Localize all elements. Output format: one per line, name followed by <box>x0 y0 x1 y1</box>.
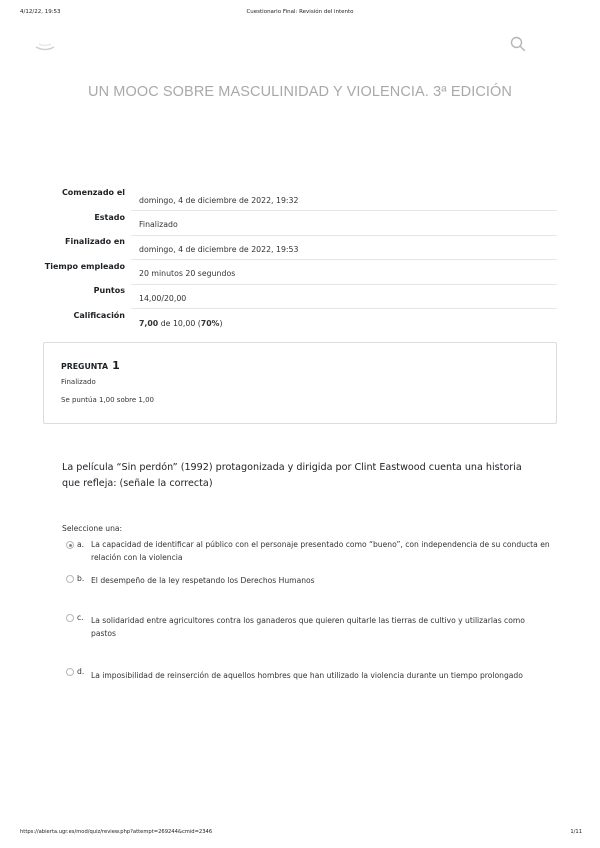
grade-out-of: de 10,00 ( <box>158 318 201 328</box>
summary-label: Comenzado el <box>61 188 125 197</box>
summary-row-time-taken <box>43 260 557 285</box>
grade-close: ) <box>219 318 223 328</box>
summary-row-state <box>43 211 557 236</box>
summary-value: 14,00/20,00 <box>131 284 557 309</box>
radio-icon[interactable] <box>66 614 74 622</box>
summary-value: domingo, 4 de diciembre de 2022, 19:53 <box>131 235 557 260</box>
question-number: 1 <box>112 359 120 372</box>
site-logo[interactable] <box>33 38 57 54</box>
summary-row-started <box>43 186 557 211</box>
summary-label: Calificación <box>73 310 125 320</box>
question-grade: Se puntúa 1,00 sobre 1,00 <box>61 396 155 404</box>
option-letter: a. <box>77 540 85 549</box>
print-page-number: 1/11 <box>570 829 582 835</box>
summary-value: domingo, 4 de diciembre de 2022, 19:32 <box>139 195 299 205</box>
summary-label: Estado <box>94 212 125 222</box>
option-letter: b. <box>77 574 85 583</box>
option-text <box>91 614 551 640</box>
attempt-summary-table <box>43 186 557 333</box>
option-text <box>91 538 551 564</box>
option-text-line: relación con la violencia <box>91 553 183 562</box>
question-label: PREGUNTA <box>61 362 109 371</box>
question-info-box <box>43 342 557 424</box>
print-url: https://abierta.ugr.es/mod/quiz/review.php?attempt=269244&cmid=2346 <box>20 829 213 835</box>
summary-label: Finalizado en <box>65 237 125 246</box>
summary-label: Puntos <box>93 286 125 295</box>
option-letter: d. <box>77 667 85 676</box>
print-page-title: Cuestionario Final: Revisión del intento <box>246 9 354 15</box>
question-state: Finalizado <box>61 378 96 386</box>
summary-value: 20 minutos 20 segundos <box>131 260 557 285</box>
summary-value: Finalizado <box>131 211 557 236</box>
option-text-line: pastos <box>91 629 117 638</box>
option-text-line: La solidaridad entre agricultores contra los ganaderos que quieren quitarle las tierras de cultivo y utilizarlas como <box>91 616 525 625</box>
summary-row-grade <box>43 309 557 334</box>
option-text: La imposibilidad de reinserción de aquellos hombres que han utilizado la violencia durante un tiempo prolongado <box>91 671 523 680</box>
grade-percent: 70% <box>200 318 220 328</box>
summary-row-marks <box>43 284 557 309</box>
radio-icon[interactable] <box>66 668 74 676</box>
summary-label: Tiempo empleado <box>44 261 125 271</box>
summary-row-finished <box>43 235 557 260</box>
print-datetime: 4/12/22, 19:53 <box>20 9 61 15</box>
answer-prompt: Seleccione una: <box>62 524 123 533</box>
summary-value <box>131 309 557 334</box>
question-text: La película “Sin perdón” (1992) protagonizada y dirigida por Clint Eastwood cuenta una historia que refleja: (señale la correcta) <box>62 462 522 489</box>
option-text-line: La capacidad de identificar al público con el personaje presentado como “bueno”, con independencia de su conducta en <box>91 540 550 549</box>
question-number-label <box>61 359 120 372</box>
grade-value: 7,00 <box>139 318 159 328</box>
search-icon[interactable] <box>510 36 526 52</box>
option-text: El desempeño de la ley respetando los Derechos Humanos <box>91 576 315 585</box>
option-letter: c. <box>77 613 84 622</box>
radio-icon[interactable] <box>66 575 74 583</box>
radio-checked-icon[interactable] <box>66 541 74 549</box>
course-title: UN MOOC SOBRE MASCULINIDAD Y VIOLENCIA. 3ª EDICIÓN <box>88 84 512 100</box>
